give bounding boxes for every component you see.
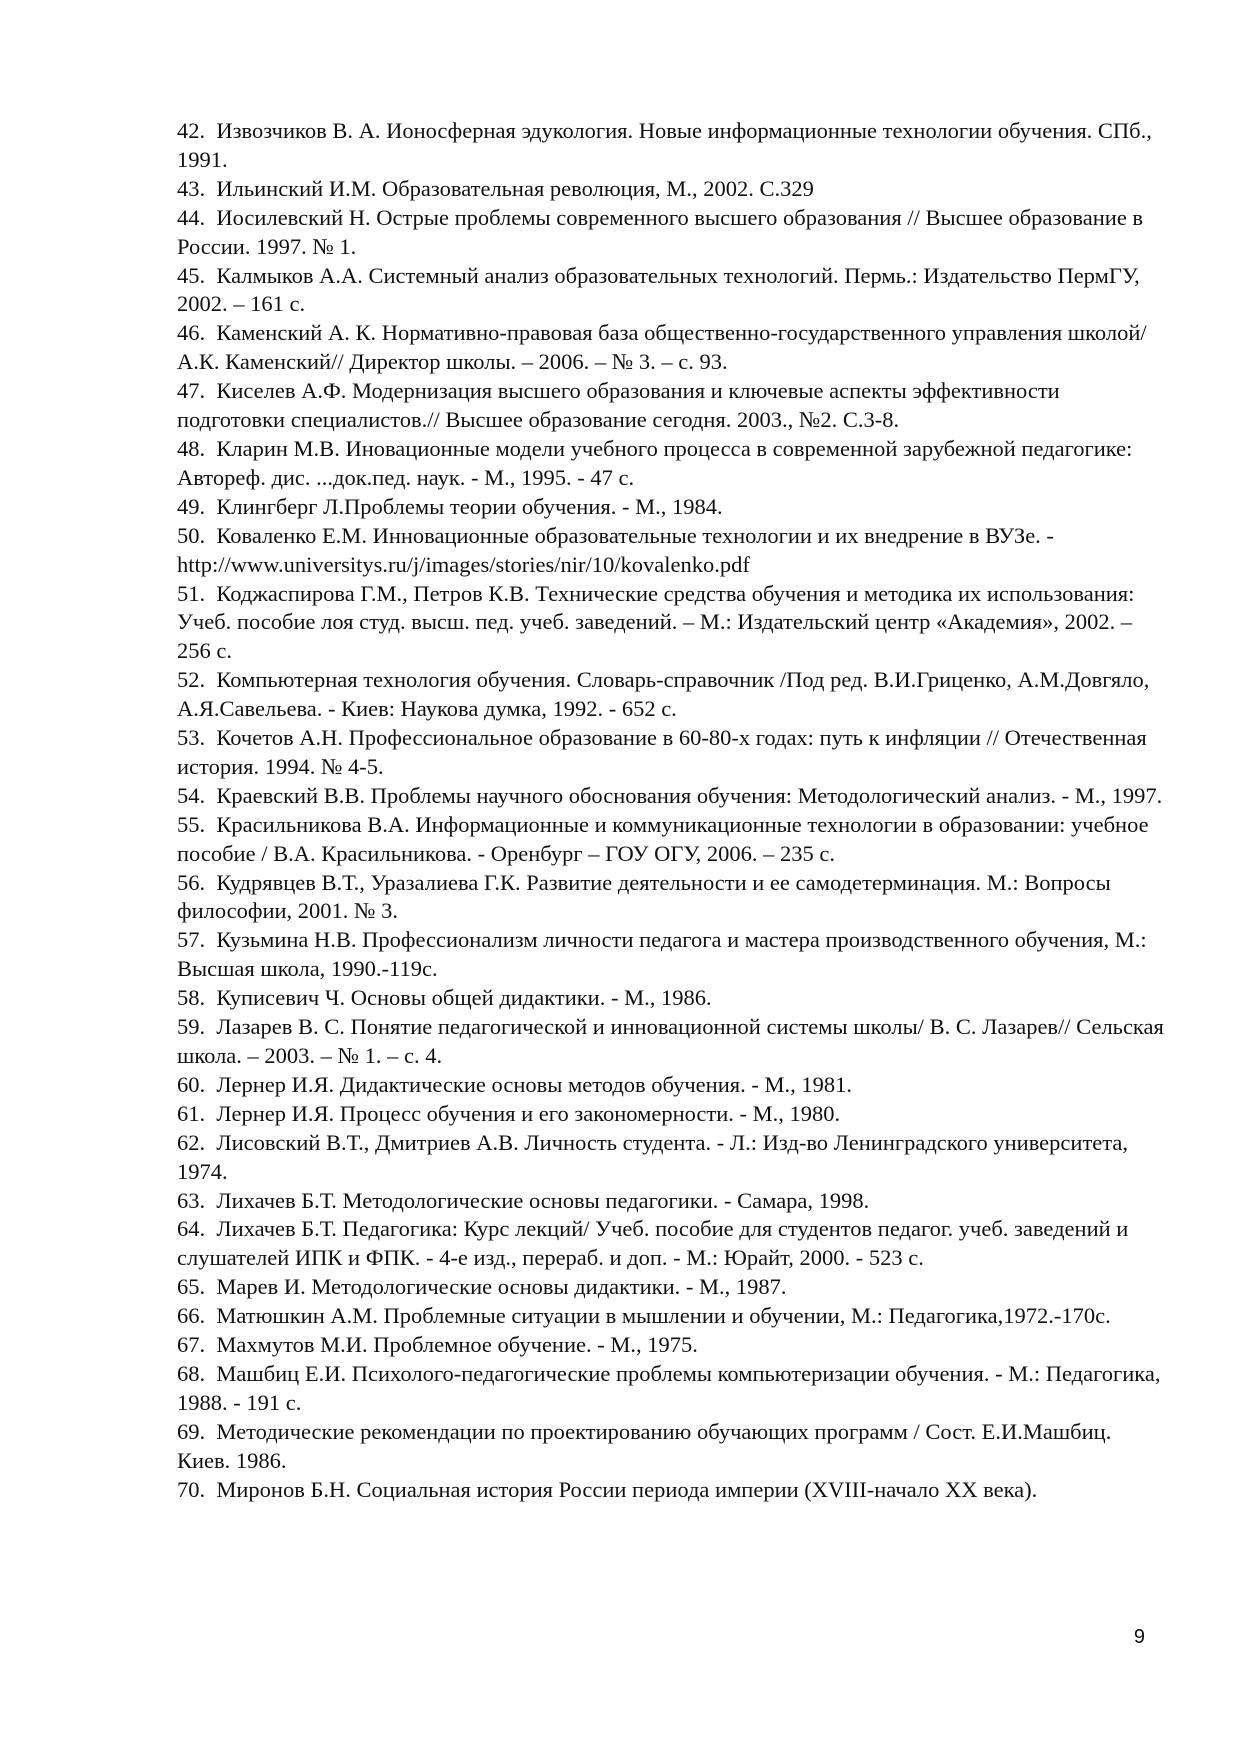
reference-number: 64. xyxy=(177,1216,206,1242)
reference-text: Краевский В.В. Проблемы научного обоснования обучения: Методологический анализ. - М., 1997. xyxy=(216,782,1163,808)
reference-text: Кузьмина Н.В. Профессионализм личности педагога и мастера производственного обучения, М.: Высшая школа, 1990.-119с. xyxy=(177,927,1147,982)
reference-text: Извозчиков В. А. Ионосферная эдукология. Новые информационные технологии обучения. СПб., 1991. xyxy=(177,118,1152,172)
reference-number: 62. xyxy=(177,1129,206,1155)
reference-number: 67. xyxy=(177,1332,206,1358)
reference-item xyxy=(177,493,1167,522)
reference-item xyxy=(177,175,1167,204)
reference-item xyxy=(177,580,1167,667)
page-number: 9 xyxy=(1133,1626,1145,1648)
reference-item xyxy=(177,1187,1167,1216)
reference-number: 60. xyxy=(177,1071,206,1097)
reference-number: 59. xyxy=(177,1014,206,1040)
reference-item xyxy=(177,117,1167,175)
reference-text: Калмыков А.А. Системный анализ образовательных технологий. Пермь.: Издательство ПермГУ, 2002. – 161 с. xyxy=(177,262,1140,317)
reference-text: Коваленко Е.М. Инновационные образовательные технологии и их внедрение в ВУЗе. - http://www.universitys.ru/j/images/stories/nir/10/kovalenko.pdf xyxy=(177,522,1054,577)
reference-number: 55. xyxy=(177,811,206,837)
reference-number: 46. xyxy=(177,320,206,346)
reference-number: 53. xyxy=(177,725,206,751)
reference-text: Куписевич Ч. Основы общей дидактики. - М., 1986. xyxy=(216,985,712,1011)
reference-text: Лихачев Б.Т. Педагогика: Курс лекций/ Учеб. пособие для студентов педагог. учеб. заведений и слушателей ИПК и ФПК. - 4-е изд., перераб. и доп. - М.: Юрайт, 2000. - 523 с. xyxy=(177,1216,1129,1271)
reference-text: Клингберг Л.Проблемы теории обучения. - М., 1984. xyxy=(216,493,723,519)
reference-text: Махмутов М.И. Проблемное обучение. - М., 1975. xyxy=(216,1332,698,1358)
reference-number: 61. xyxy=(177,1100,206,1126)
reference-item xyxy=(177,262,1167,320)
reference-number: 47. xyxy=(177,378,206,404)
reference-item xyxy=(177,1273,1167,1302)
reference-text: Марев И. Методологические основы дидактики. - М., 1987. xyxy=(216,1274,787,1300)
reference-item xyxy=(177,782,1167,811)
reference-number: 52. xyxy=(177,667,206,693)
reference-text: Методические рекомендации по проектированию обучающих программ / Сост. Е.И.Машбиц. Киев. 1986. xyxy=(177,1418,1112,1473)
reference-number: 66. xyxy=(177,1303,206,1329)
reference-text: Коджаспирова Г.М., Петров К.В. Технические средства обучения и методика их использования: Учеб. пособие лоя студ. высш. пед. учеб. заведений. – М.: Издательский центр «Академия», 2002. – 256 с. xyxy=(177,580,1135,664)
reference-text: Лисовский В.Т., Дмитриев А.В. Личность студента. - Л.: Изд-во Ленинградского университета, 1974. xyxy=(177,1129,1128,1184)
reference-number: 43. xyxy=(177,175,206,201)
reference-text: Кудрявцев В.Т., Уразалиева Г.К. Развитие деятельности и ее самодетерминация. М.: Вопросы философии, 2001. № 3. xyxy=(177,869,1111,924)
reference-text: Каменский А. К. Нормативно-правовая база общественно-государственного управления школой/ А.К. Каменский// Директор школы. – 2006. – № 3. – с. 93. xyxy=(177,320,1147,375)
reference-number: 65. xyxy=(177,1274,206,1300)
reference-number: 48. xyxy=(177,435,206,461)
reference-text: Иосилевский Н. Острые проблемы современного высшего образования // Высшее образование в России. 1997. № 1. xyxy=(177,204,1144,259)
reference-text: Компьютерная технология обучения. Словарь-справочник /Под ред. В.И.Гриценко, А.М.Довгяло, А.Я.Савельева. - Киев: Наукова думка, 1992. - 652 с. xyxy=(177,667,1150,722)
reference-text: Ильинский И.М. Образовательная революция, М., 2002. С.329 xyxy=(216,175,814,201)
reference-item xyxy=(177,1071,1167,1100)
reference-item xyxy=(177,666,1167,724)
reference-number: 68. xyxy=(177,1360,206,1386)
reference-item xyxy=(177,1476,1167,1505)
reference-item xyxy=(177,204,1167,262)
reference-number: 49. xyxy=(177,493,206,519)
reference-number: 63. xyxy=(177,1187,206,1213)
reference-number: 57. xyxy=(177,927,206,953)
reference-text: Матюшкин А.М. Проблемные ситуации в мышлении и обучении, М.: Педагогика,1972.-170с. xyxy=(216,1303,1111,1329)
reference-item xyxy=(177,1100,1167,1129)
reference-text: Машбиц Е.И. Психолого-педагогические проблемы компьютеризации обучения. - М.: Педагогика, 1988. - 191 с. xyxy=(177,1360,1161,1415)
reference-text: Красильникова В.А. Информационные и коммуникационные технологии в образовании: учебное пособие / В.А. Красильникова. - Оренбург – ГОУ ОГУ, 2006. – 235 с. xyxy=(177,811,1149,866)
reference-item xyxy=(177,1360,1167,1418)
reference-item xyxy=(177,319,1167,377)
reference-item xyxy=(177,926,1167,984)
reference-item xyxy=(177,435,1167,493)
reference-number: 70. xyxy=(177,1476,206,1502)
reference-item xyxy=(177,984,1167,1013)
reference-number: 56. xyxy=(177,869,206,895)
reference-item xyxy=(177,1331,1167,1360)
reference-text: Кочетов А.Н. Профессиональное образование в 60-80-х годах: путь к инфляции // Отечественная история. 1994. № 4-5. xyxy=(177,725,1147,779)
reference-number: 42. xyxy=(177,118,206,143)
reference-number: 45. xyxy=(177,262,206,288)
reference-item xyxy=(177,522,1167,580)
reference-number: 50. xyxy=(177,522,206,548)
reference-item xyxy=(177,724,1167,782)
reference-number: 54. xyxy=(177,782,206,808)
reference-text: Кларин М.В. Иновационные модели учебного процесса в современной зарубежной педагогике: Автореф. дис. ...док.пед. наук. - М., 1995. - 47 с. xyxy=(177,435,1133,490)
reference-number: 69. xyxy=(177,1418,206,1444)
reference-item xyxy=(177,869,1167,927)
reference-number: 58. xyxy=(177,985,206,1011)
reference-text: Лернер И.Я. Дидактические основы методов обучения. - М., 1981. xyxy=(216,1071,852,1097)
reference-item xyxy=(177,811,1167,869)
reference-text: Лазарев В. С. Понятие педагогической и инновационной системы школы/ В. С. Лазарев// Сельская школа. – 2003. – № 1. – с. 4. xyxy=(177,1014,1164,1068)
reference-text: Миронов Б.Н. Социальная история России периода империи (XVIII-начало XX века). xyxy=(216,1476,1038,1502)
reference-item xyxy=(177,1013,1167,1071)
reference-item xyxy=(177,377,1167,435)
reference-item xyxy=(177,1302,1167,1331)
reference-text: Лихачев Б.Т. Методологические основы педагогики. - Самара, 1998. xyxy=(216,1187,870,1213)
reference-text: Киселев А.Ф. Модернизация высшего образования и ключевые аспекты эффективности подготовки специалистов.// Высшее образование сегодня. 2003., №2. С.3-8. xyxy=(177,378,1060,433)
reference-item xyxy=(177,1129,1167,1187)
reference-text: Лернер И.Я. Процесс обучения и его закономерности. - М., 1980. xyxy=(216,1100,841,1126)
reference-number: 44. xyxy=(177,204,206,230)
reference-item xyxy=(177,1215,1167,1273)
reference-number: 51. xyxy=(177,580,206,606)
reference-item xyxy=(177,1418,1167,1476)
reference-list xyxy=(177,117,1167,1505)
